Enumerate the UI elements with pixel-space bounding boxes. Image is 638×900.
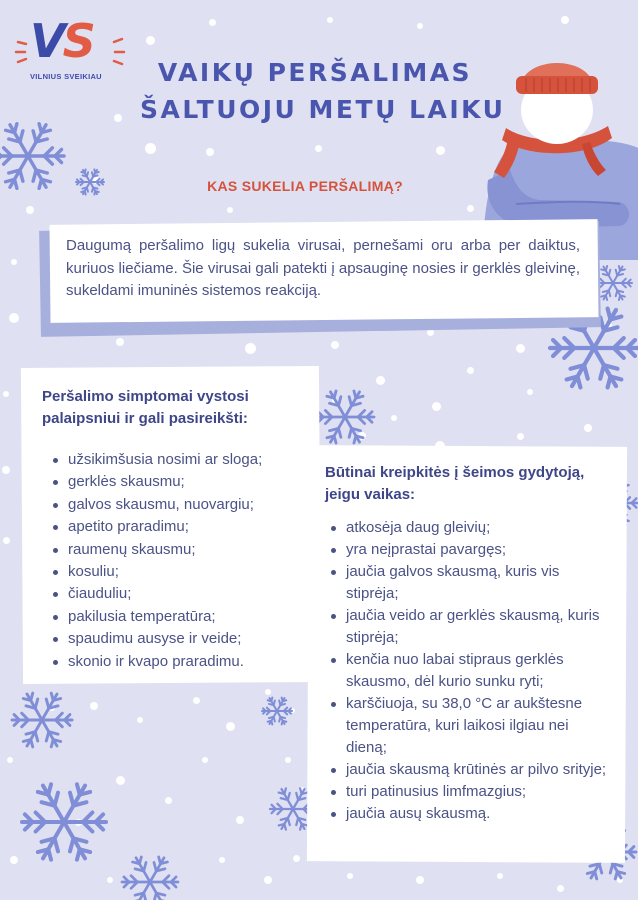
title-line-1: VAIKŲ PERŠALIMAS xyxy=(157,58,473,87)
snow-dot xyxy=(315,145,322,152)
list-item: pakilusia temperatūra; xyxy=(52,606,317,628)
snow-dot xyxy=(245,343,256,354)
list-item: kosuliu; xyxy=(52,561,317,583)
snow-dot xyxy=(347,873,353,879)
list-item: užsikimšusia nosimi ar sloga; xyxy=(52,449,317,471)
snow-dot xyxy=(9,313,19,323)
snow-dot xyxy=(7,757,13,763)
snow-dot xyxy=(145,143,156,154)
snow-dot xyxy=(3,537,10,544)
list-item: yra neįprastai pavargęs; xyxy=(330,539,610,561)
snow-dot xyxy=(116,338,124,346)
snow-dot xyxy=(226,722,235,731)
snow-dot xyxy=(527,389,533,395)
snow-dot xyxy=(2,466,10,474)
list-item: karščiuoja, su 38,0 °C ar aukštesne temperatūra, kuri laikosi ilgiau nei dieną; xyxy=(330,693,610,759)
section-subtitle: KAS SUKELIA PERŠALIMĄ? xyxy=(207,178,403,194)
list-item: spaudimu ausyse ir veide; xyxy=(52,628,317,650)
list-item: jaučia skausmą krūtinės ar pilvo srityje; xyxy=(330,759,610,781)
snow-dot xyxy=(107,877,113,883)
snowflake-icon xyxy=(0,118,66,194)
snow-dot xyxy=(206,148,214,156)
list-item: galvos skausmu, nuovargiu; xyxy=(52,494,317,516)
snow-dot xyxy=(376,376,385,385)
snowflake-icon xyxy=(20,778,108,866)
snowflake-icon xyxy=(74,166,106,198)
logo-letter-s: S xyxy=(62,14,93,68)
title-line-2: ŠALTUOJU METŲ LAIKU xyxy=(140,95,506,124)
page-title xyxy=(140,54,506,128)
logo-letters xyxy=(30,14,93,68)
list-item: kenčia nuo labai stipraus gerklės skausmo, dėl kurio sunku ryti; xyxy=(330,649,610,693)
snow-dot xyxy=(193,697,200,704)
list-item: jaučia galvos skausmą, kuris vis stiprėja; xyxy=(330,561,610,605)
snow-dot xyxy=(391,415,397,421)
snow-dot xyxy=(227,207,233,213)
snow-dot xyxy=(165,797,172,804)
symptoms-list xyxy=(52,449,317,673)
list-item: apetito praradimu; xyxy=(52,516,317,538)
snow-dot xyxy=(146,36,155,45)
snow-dot xyxy=(293,855,300,862)
snow-dot xyxy=(137,717,143,723)
symptoms-heading: Peršalimo simptomai vystosi palaipsniui ir gali pasireikšti: xyxy=(42,388,249,427)
snow-dot xyxy=(202,757,208,763)
snow-dot xyxy=(26,206,34,214)
doctor-heading: Būtinai kreipkitės į šeimos gydytoją, jeigu vaikas: xyxy=(325,464,585,503)
snow-dot xyxy=(11,259,17,265)
snow-dot xyxy=(436,146,445,155)
snow-dot xyxy=(584,424,592,432)
snow-dot xyxy=(90,702,98,710)
snow-dot xyxy=(416,876,424,884)
doctor-list xyxy=(330,517,610,825)
vilnius-sveikiau-logo xyxy=(14,14,128,90)
snow-dot xyxy=(236,816,244,824)
snowflake-icon xyxy=(10,688,74,752)
snow-dot xyxy=(417,23,423,29)
snow-dot xyxy=(517,433,524,440)
snowflake-icon xyxy=(314,386,376,448)
snow-dot xyxy=(467,367,474,374)
snow-dot xyxy=(10,856,18,864)
snow-dot xyxy=(331,341,339,349)
snow-dot xyxy=(557,885,564,892)
snow-dot xyxy=(264,876,272,884)
snowflake-icon xyxy=(120,852,180,900)
snow-dot xyxy=(114,114,122,122)
list-item: atkosėja daug gleivių; xyxy=(330,517,610,539)
snow-dot xyxy=(327,17,333,23)
snow-dot xyxy=(116,776,125,785)
snow-dot xyxy=(3,391,9,397)
snow-dot xyxy=(432,402,441,411)
snow-dot xyxy=(209,19,216,26)
logo-caption: VILNIUS SVEIKIAU xyxy=(30,72,102,81)
list-item: čiauduliu; xyxy=(52,583,317,605)
snowflake-icon xyxy=(260,694,294,728)
list-item: jaučia ausų skausmą. xyxy=(330,803,610,825)
list-item: jaučia veido ar gerklės skausmą, kuris stiprėja; xyxy=(330,605,610,649)
list-item: raumenų skausmu; xyxy=(52,539,317,561)
intro-paragraph: Daugumą peršalimo ligų sukelia virusai, pernešami oru arba per daiktus, kuriuos liečiame. Šie virusai gali patekti į apsauginę nosies ir gerklės gleivinę, sukeldami imuninės sistemos reakciją. xyxy=(66,237,580,299)
list-item: turi patinusius limfmazgius; xyxy=(330,781,610,803)
list-item: skonio ir kvapo praradimu. xyxy=(52,651,317,673)
snow-dot xyxy=(219,857,225,863)
snow-dot xyxy=(561,16,569,24)
snow-dot xyxy=(516,344,525,353)
snow-dot xyxy=(285,757,291,763)
snow-dot xyxy=(497,873,503,879)
list-item: gerklės skausmu; xyxy=(52,471,317,493)
logo-letter-v: V xyxy=(30,14,63,68)
